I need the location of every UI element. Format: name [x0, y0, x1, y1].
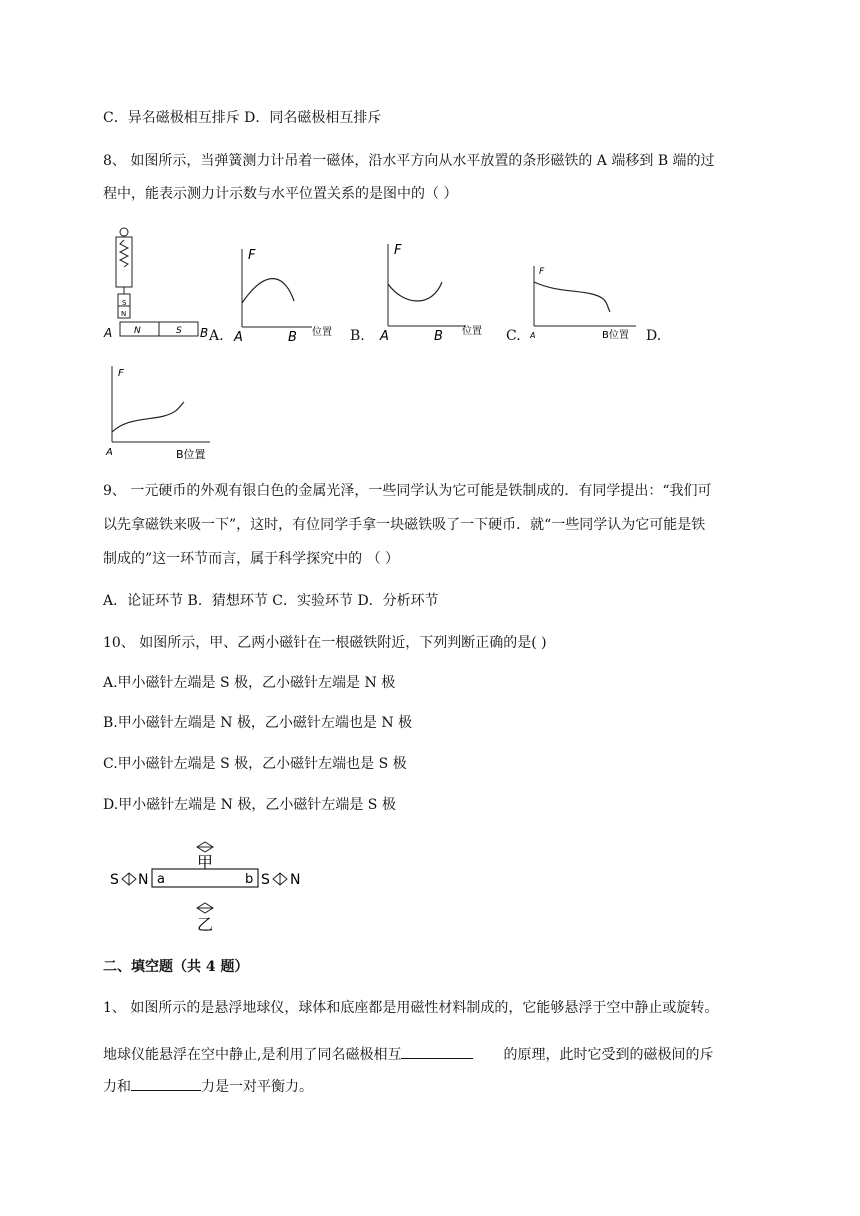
q10-option-b: B.甲小磁针左端是 N 极，乙小磁针左端也是 N 极 — [103, 715, 413, 731]
q10-right-needle-n: N — [290, 872, 301, 888]
s2-q1-line3-text-a: 力和 — [103, 1079, 131, 1095]
q8-small-magnet-n: N — [121, 310, 127, 318]
s2-q1-blank-1[interactable] — [401, 1044, 473, 1059]
q8-graph-d-a: A — [106, 447, 113, 458]
q9-text-line1: 9、 一元硬币的外观有银白色的金属光泽，一些同学认为它可能是铁制成的．有同学提出：“我们可 — [103, 483, 712, 499]
section2-title: 二、填空题（共 4 题） — [103, 959, 249, 975]
q8-graph-c-f: F — [539, 267, 545, 277]
q10-magnet-end-a: a — [157, 872, 165, 887]
q8-graph-c-a: A — [530, 331, 536, 340]
svg-text:S: S — [122, 299, 127, 307]
q8-graph-b-f: F — [394, 243, 402, 258]
q10-left-needle-n: N — [138, 872, 149, 888]
q10-magnet-end-b: b — [245, 872, 254, 887]
q9-options: A．论证环节 B．猜想环节 C．实验环节 D．分析环节 — [103, 593, 439, 609]
q9-text-line2: 以先拿磁铁来吸一下”，这时，有位同学手拿一块磁铁吸了一下硬币．就“一些同学认为它可能是铁 — [103, 517, 706, 533]
q8-graph-a — [228, 245, 346, 343]
q8-text-line1: 8、 如图所示，当弹簧测力计吊着一磁体，沿水平方向从水平放置的条形磁铁的 A 端移到 B 端的过 — [103, 153, 715, 169]
q8-bar-n-label: N — [134, 326, 141, 336]
q8-bar-s-label: S — [176, 326, 182, 336]
q8-graph-a-f: F — [248, 248, 256, 263]
q8-option-c-label: C. — [506, 328, 521, 344]
q8-graph-b-b: B — [434, 329, 443, 344]
s2-q1-line3 — [103, 1076, 313, 1097]
q8-graph-d-pos: B位置 — [176, 448, 206, 461]
q8-option-d-label: D. — [646, 328, 662, 344]
q10-option-a: A.甲小磁针左端是 S 极，乙小磁针左端是 N 极 — [103, 675, 396, 691]
s2-q1-line3-text-b: 力是一对平衡力。 — [201, 1079, 313, 1095]
q9-text-line3: 制成的”这一环节而言，属于科学探究中的 （ ） — [103, 551, 400, 567]
q8-graph-d — [100, 362, 216, 462]
q8-graph-d-f: F — [118, 368, 124, 379]
q10-jia-label: 甲 — [197, 853, 214, 872]
s2-q1-blank-2[interactable] — [131, 1076, 201, 1091]
q10-option-c: C.甲小磁针左端是 S 极，乙小磁针左端也是 S 极 — [103, 756, 407, 772]
q8-text-line2: 程中，能表示测力计示数与水平位置关系的是图中的（ ） — [103, 186, 458, 202]
q10-right-needle-s: S — [261, 872, 270, 888]
s2-q1-line2-text-b: 的原理，此时它受到的磁极间的斥 — [503, 1047, 714, 1063]
q10-text-line1: 10、 如图所示，甲、乙两小磁针在一根磁铁附近，下列判断正确的是( ) — [103, 635, 547, 651]
q8-graph-a-a: A — [234, 330, 243, 343]
q8-graph-b-pos: 位置 — [462, 326, 482, 337]
q8-option-b-label: B. — [350, 328, 365, 344]
q8-graph-b — [374, 240, 496, 344]
q10-left-needle-s: S — [110, 872, 119, 888]
q8-graph-c — [526, 262, 642, 344]
q8-end-a-label: A — [104, 326, 113, 340]
q10-magnet-figure — [104, 836, 314, 936]
q8-graph-a-b: B — [288, 330, 297, 343]
q10-yi-label: 乙 — [197, 915, 214, 934]
q8-apparatus-figure — [100, 226, 212, 344]
q8-graph-c-pos: B位置 — [602, 330, 629, 341]
s2-q1-line1: 1、 如图所示的是悬浮地球仪，球体和底座都是用磁性材料制成的，它能够悬浮于空中静止或旋转。 — [103, 1000, 719, 1016]
s2-q1-line2-text-a: 地球仪能悬浮在空中静止,是利用了同名磁极相互 — [103, 1047, 402, 1063]
q10-option-d: D.甲小磁针左端是 N 极，乙小磁针左端是 S 极 — [103, 797, 396, 813]
s2-q1-line2 — [103, 1044, 713, 1065]
q8-end-b-label: B — [200, 326, 209, 340]
q8-graph-a-pos: 位置 — [312, 327, 332, 338]
q8-graph-b-a: A — [380, 329, 389, 344]
q7-options-cd: C．异名磁极相互排斥 D．同名磁极相互排斥 — [103, 110, 382, 126]
q8-option-a-label: A. — [209, 328, 224, 344]
